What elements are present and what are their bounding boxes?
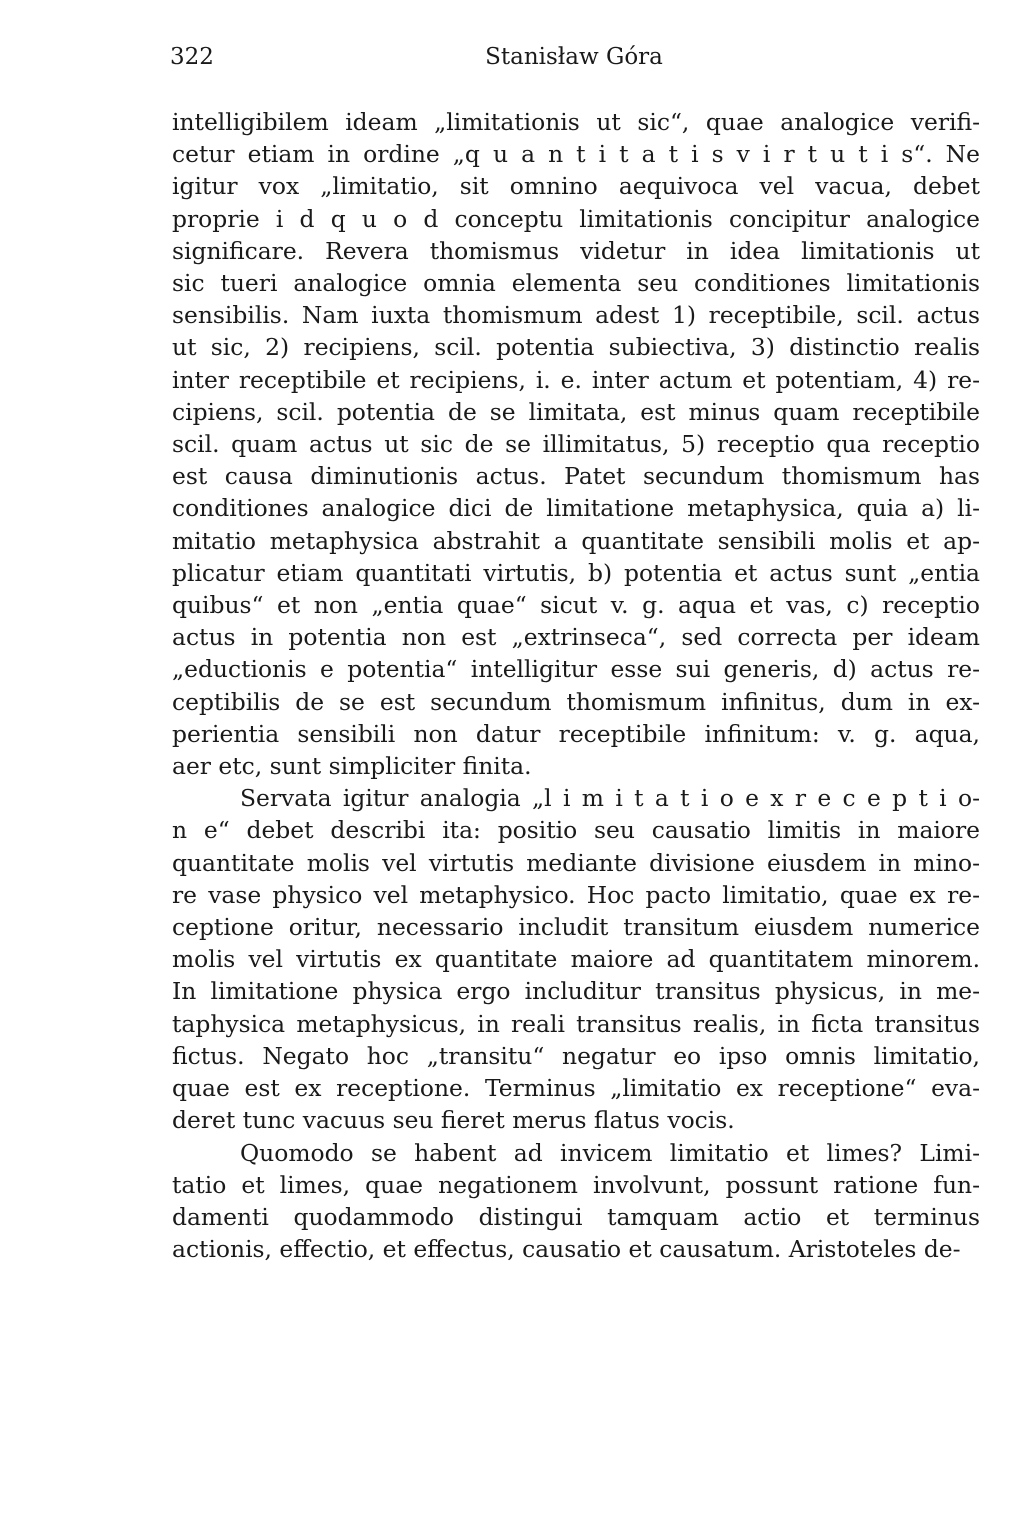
text-line: ut sic, 2) recipiens, scil. potentia subiectiva, 3) distinctio realis bbox=[172, 333, 980, 362]
text-line: sensibilis. Nam iuxta thomismum adest 1) receptibile, scil. actus bbox=[172, 301, 980, 330]
text-line: mitatio metaphysica abstrahit a quantitate sensibili molis et ap- bbox=[172, 526, 980, 555]
text-line: re vase physico vel metaphysico. Hoc pacto limitatio, quae ex re- bbox=[172, 880, 980, 909]
paragraph bbox=[172, 106, 980, 782]
text-line: conditiones analogice dici de limitatione metaphysica, quia a) li- bbox=[172, 494, 980, 523]
text-line: igitur vox „limitatio, sit omnino aequivoca vel vacua, debet bbox=[172, 172, 980, 201]
text-line: quantitate molis vel virtutis mediante divisione eiusdem in mino- bbox=[172, 848, 980, 877]
text-line: intelligibilem ideam „limitationis ut sic“, quae analogice verifi- bbox=[172, 108, 980, 136]
text-line: In limitatione physica ergo includitur transitus physicus, in me- bbox=[172, 977, 980, 1006]
text-line: damenti quodammodo distingui tamquam actio et terminus bbox=[172, 1202, 980, 1231]
paragraph bbox=[172, 1137, 980, 1266]
text-line: „eductionis e potentia“ intelligitur esse sui generis, d) actus re- bbox=[172, 655, 980, 684]
text-line: taphysica metaphysicus, in reali transitus realis, in ficta transitus bbox=[172, 1009, 980, 1038]
text-line: n e“ debet describi ita: positio seu causatio limitis in maiore bbox=[172, 816, 980, 845]
text-line: quae est ex receptione. Terminus „limitatio ex receptione“ eva- bbox=[172, 1074, 980, 1103]
paragraph bbox=[172, 782, 980, 1136]
text-line: scil. quam actus ut sic de se illimitatus, 5) receptio qua receptio bbox=[172, 430, 980, 459]
text-line: molis vel virtutis ex quantitate maiore ad quantitatem minorem. bbox=[172, 945, 980, 974]
running-head: Stanisław Góra bbox=[485, 44, 663, 70]
text-line: deret tunc vacuus seu fieret merus flatus vocis. bbox=[172, 1106, 735, 1135]
text-line: cipiens, scil. potentia de se limitata, est minus quam receptibile bbox=[172, 397, 980, 426]
text-line: tatio et limes, quae negationem involvunt, possunt ratione fun- bbox=[172, 1170, 980, 1199]
text-line: inter receptibile et recipiens, i. e. inter actum et potentiam, 4) re- bbox=[172, 365, 980, 394]
text-line: ceptione oritur, necessario includit transitum eiusdem numerice bbox=[172, 913, 980, 942]
text-line: est causa diminutionis actus. Patet secundum thomismum has bbox=[172, 462, 980, 491]
text-line: significare. Revera thomismus videtur in idea limitationis ut bbox=[172, 236, 980, 265]
text-line: perientia sensibili non datur receptibile infinitum: v. g. aqua, bbox=[172, 719, 980, 748]
text-line: plicatur etiam quantitati virtutis, b) potentia et actus sunt „entia bbox=[172, 558, 980, 587]
text-line: ceptibilis de se est secundum thomismum infinitus, dum in ex- bbox=[172, 687, 980, 716]
text-line: cetur etiam in ordine „q u a n t i t a t i s v i r t u t i s“. Ne bbox=[172, 140, 980, 169]
text-line: aer etc, sunt simpliciter finita. bbox=[172, 752, 532, 781]
text-line: fictus. Negato hoc „transitu“ negatur eo ipso omnis limitatio, bbox=[172, 1041, 980, 1070]
text-line: proprie i d q u o d conceptu limitationis concipitur analogice bbox=[172, 204, 980, 233]
text-line: sic tueri analogice omnia elementa seu conditiones limitationis bbox=[172, 269, 980, 298]
page-number: 322 bbox=[170, 44, 214, 70]
text-line: Quomodo se habent ad invicem limitatio et limes? Limi- bbox=[240, 1138, 980, 1167]
text-line: actionis, effectio, et effectus, causatio et causatum. Aristoteles de- bbox=[172, 1235, 961, 1264]
text-line: actus in potentia non est „extrinseca“, sed correcta per ideam bbox=[172, 623, 980, 652]
text-body bbox=[172, 106, 980, 1265]
page-header bbox=[170, 44, 978, 74]
text-line: Servata igitur analogia „l i m i t a t i o e x r e c e p t i o- bbox=[240, 784, 980, 813]
text-line: quibus“ et non „entia quae“ sicut v. g. aqua et vas, c) receptio bbox=[172, 591, 980, 620]
